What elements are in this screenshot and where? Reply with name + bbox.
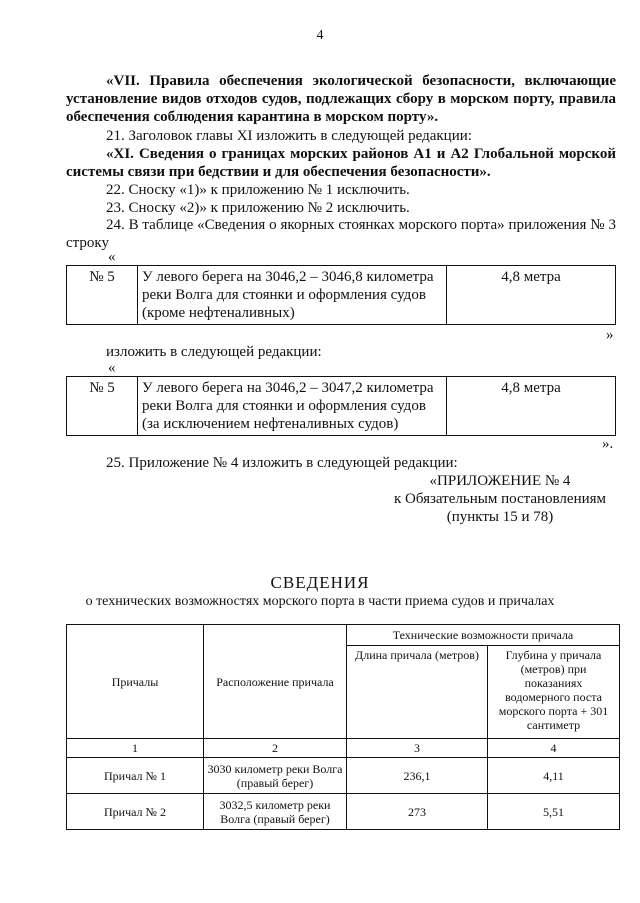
new-anchorage-row-table [66,376,616,436]
berths-table [66,624,620,830]
new-row-number: № 5 [67,377,138,436]
berth-name: Причал № 1 [67,758,204,794]
table-number-row [67,739,620,758]
chapter-xi-title: «XI. Сведения о границах морских районов А1 и А2 Глобальной морской системы связи при бедствии и для обеспечения безопасности». [66,146,616,180]
close-quote-new: ». [602,436,614,452]
item-21: 21. Заголовок главы XI изложить в следующей редакции: [106,128,472,144]
close-quote-old: » [606,327,614,343]
open-quote-old: « [108,249,116,265]
old-row-number: № 5 [67,266,138,325]
berth-length: 273 [347,794,488,830]
header-depth: Глубина у причала (метров) при показаниях водомерного поста морского порта + 301 сантиметр [488,646,620,739]
appendix-reference: к Обязательным постановлениям [393,491,607,507]
replace-text: изложить в следующей редакции: [106,344,322,360]
col-number-1: 1 [67,739,204,758]
berth-name: Причал № 2 [67,794,204,830]
old-anchorage-row-table [66,265,616,325]
col-number-3: 3 [347,739,488,758]
berth-location: 3032,5 километр реки Волга (правый берег) [204,794,347,830]
old-row-depth: 4,8 метра [447,266,616,325]
document-title: СВЕДЕНИЯ [270,573,370,592]
item-25: 25. Приложение № 4 изложить в следующей редакции: [106,455,458,471]
header-length: Длина причала (метров) [347,646,488,739]
col-number-4: 4 [488,739,620,758]
open-quote-new: « [108,360,116,376]
item-23: 23. Сноску «2)» к приложению № 2 исключить. [106,200,410,216]
table-row [67,266,616,325]
table-row [67,377,616,436]
berth-length: 236,1 [347,758,488,794]
item-24: 24. В таблице «Сведения о якорных стоянках морского порта» приложения № 3 строку [66,217,616,251]
berth-depth: 5,51 [488,794,620,830]
col-number-2: 2 [204,739,347,758]
berth-location: 3030 километр реки Волга (правый берег) [204,758,347,794]
document-subtitle: о технических возможностях морского порта в части приема судов и причалах [85,594,555,609]
page-number: 4 [316,28,324,43]
table-row [67,794,620,830]
item-22: 22. Сноску «1)» к приложению № 1 исключить. [106,182,410,198]
appendix-heading: «ПРИЛОЖЕНИЕ № 4 [429,473,571,489]
new-row-location: У левого берега на 3046,2 – 3047,2 километра реки Волга для стоянки и оформления судов (за исключением нефтеналивных судов) [138,377,447,436]
header-location: Расположение причала [204,625,347,739]
header-berths: Причалы [67,625,204,739]
header-tech: Технические возможности причала [347,625,620,646]
table-header-row [67,625,620,646]
chapter-vii-title: «VII. Правила обеспечения экологической безопасности, включающие установление видов отходов судов, подлежащих сбору в морском порту, правила обеспечения соблюдения карантина в морском порту». [66,73,616,125]
table-row [67,758,620,794]
old-row-location: У левого берега на 3046,2 – 3046,8 километра реки Волга для стоянки и оформления судов (кроме нефтеналивных) [138,266,447,325]
berth-depth: 4,11 [488,758,620,794]
new-row-depth: 4,8 метра [447,377,616,436]
appendix-points: (пункты 15 и 78) [446,509,554,525]
